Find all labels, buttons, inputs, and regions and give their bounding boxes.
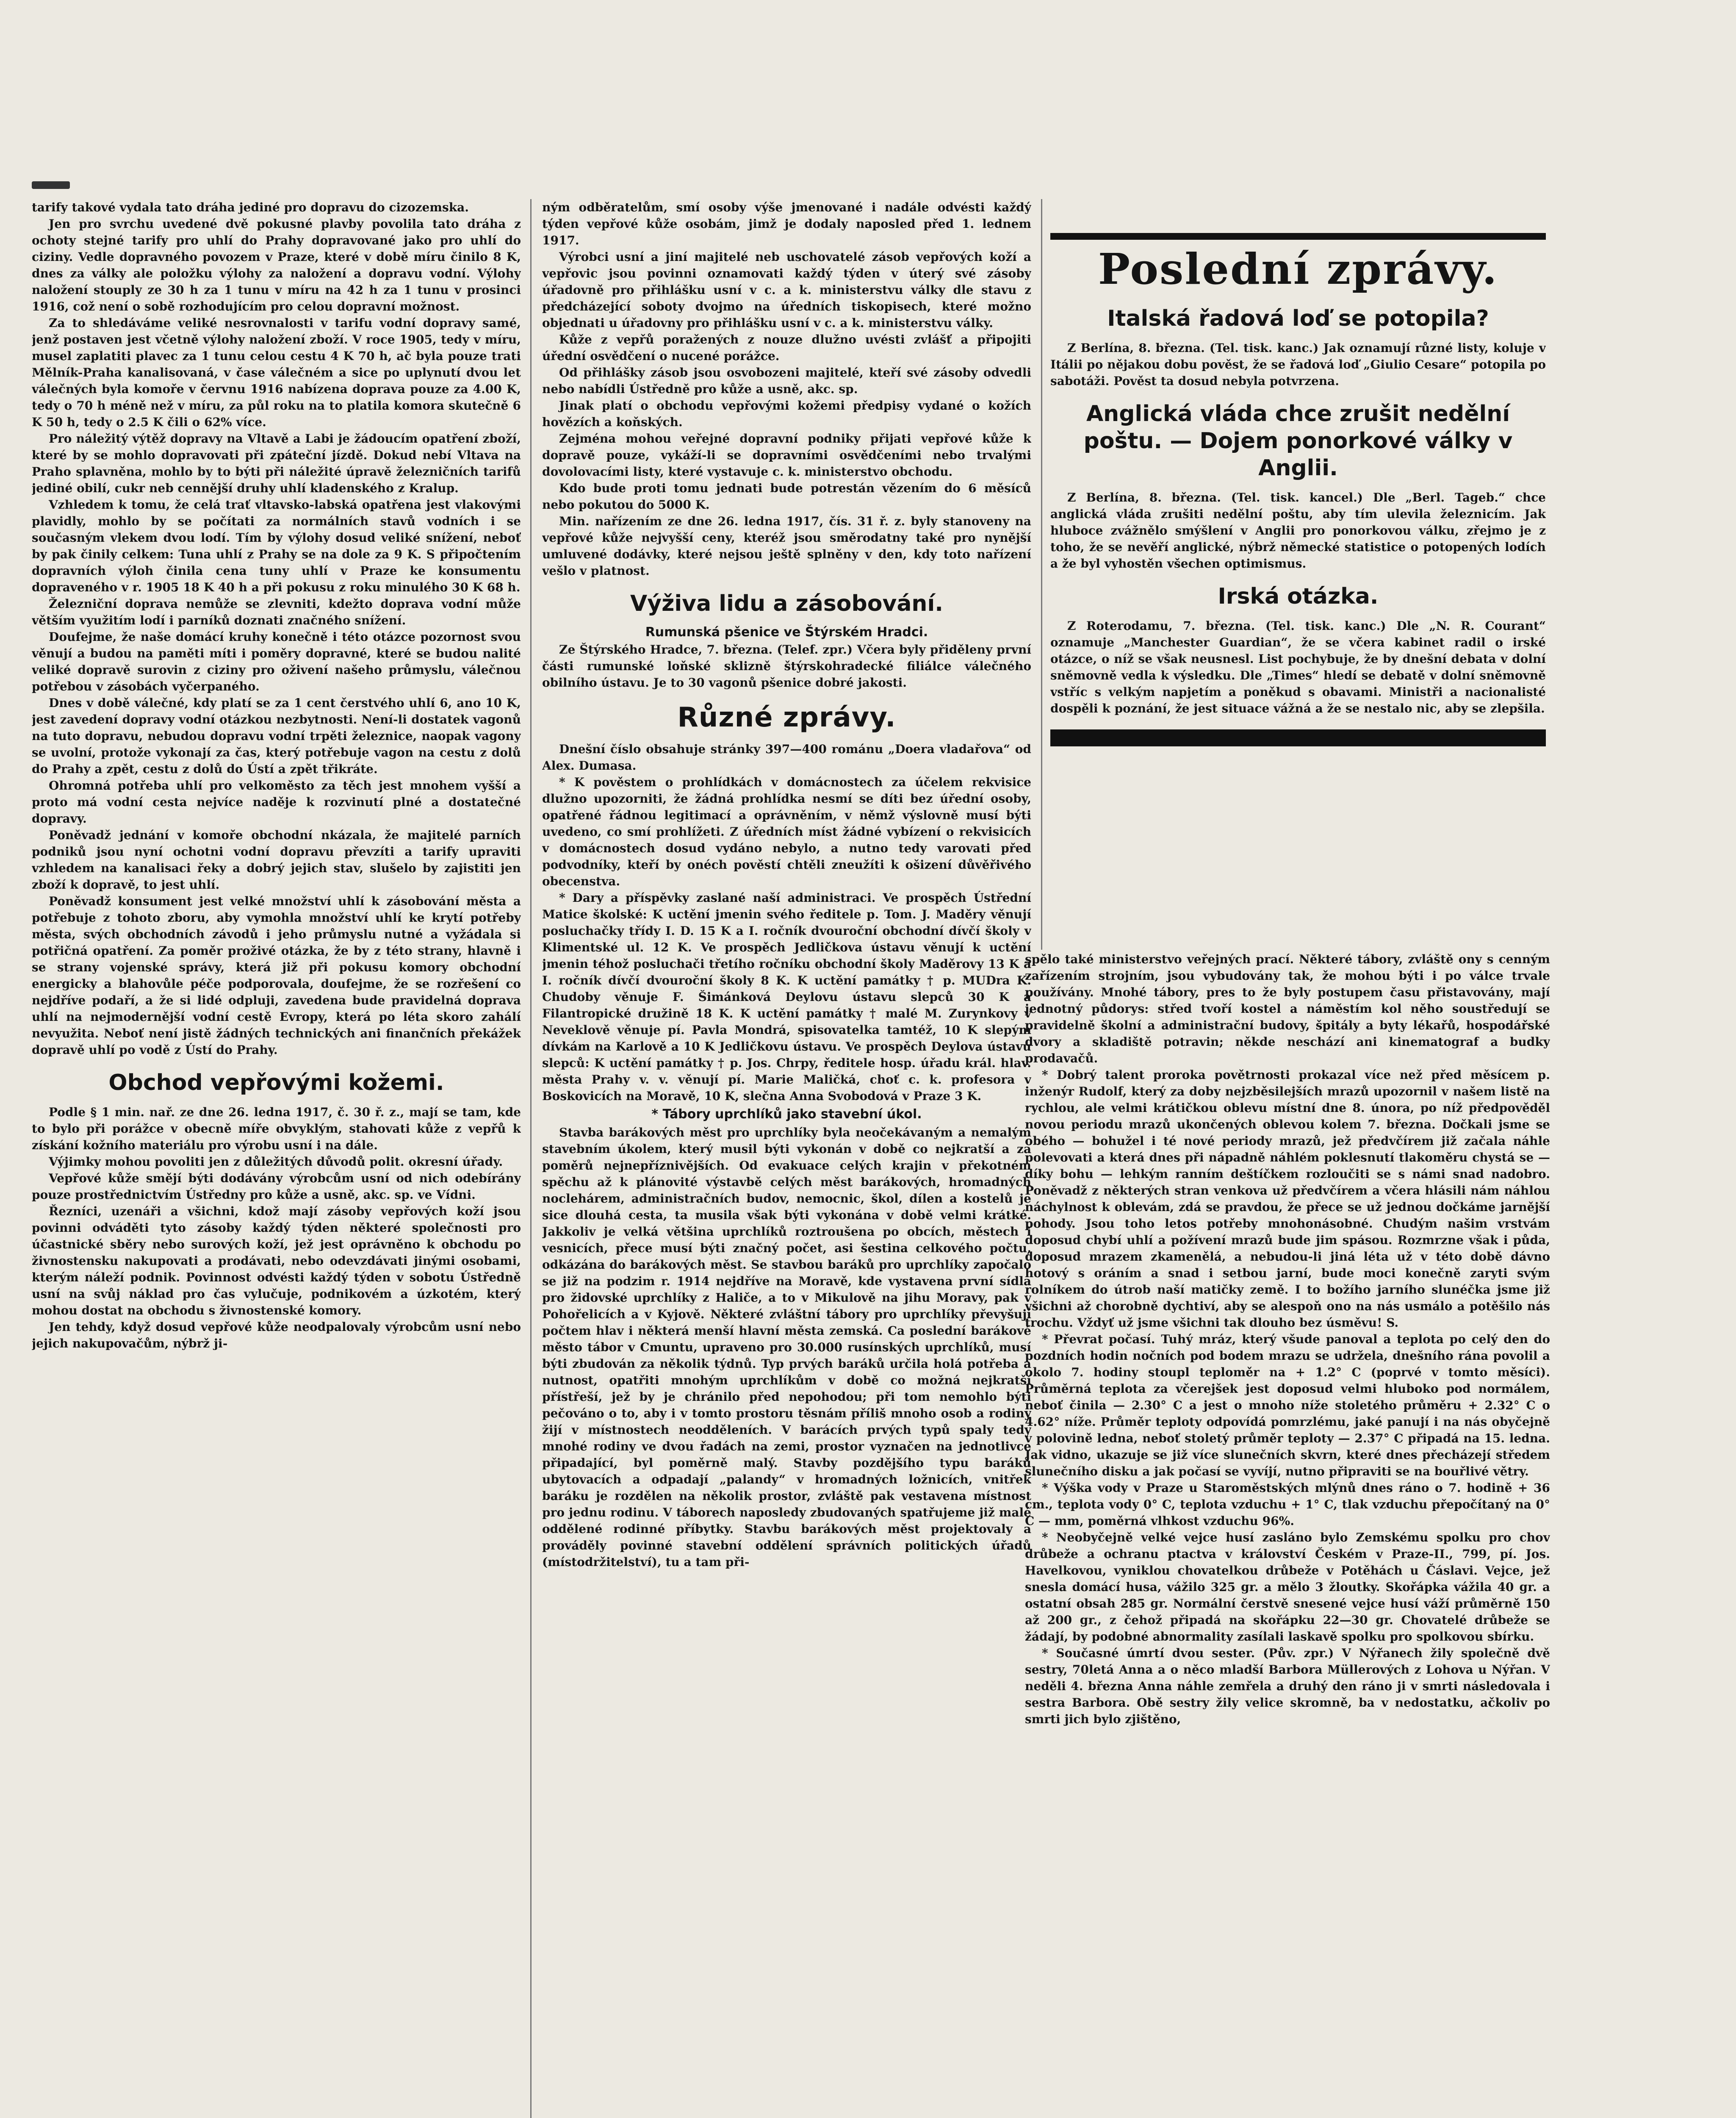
- paragraph: Stavba barákových měst pro uprchlíky byla neočekávaným a nemalým stavebním úkolem, který musil býti vykonán v době co nejkratší a za poměrů nejnepříznivějších. Od evakuace celých krajin v překotném spěchu až k plánovité výstavbě celých měst barákových, hromadných noclehárem, administračních budov, nemocnic, škol, dílen a kostelů je sice dlouhá cesta, ta musila však býti vykonána v době velmi krátké. Jakkoliv je velká většina uprchlíků roztroušena po obcích, městech i vesnicích, přece musí býti značný počet, asi šestina celkového počtu, odkázána do barákových měst. Se stavbou baráků pro uprchlíky započalo se již na podzim r. 1914 nejdříve na Moravě, kde vystavena první sídla pro židovské uprchlíky z Haliče, a to v Mikulově na jihu Moravy, pak v Pohořelicích a v Kyjově. Některé zvláštní tábory pro uprchlíky převyšují počtem hlav i některá menší hlavní města zemská. Ca poslední barákové město tábor v Cmuntu, upraveno pro 30.000 rusínských uprchlíků, musí býti zbudován za několik týdnů. Typ prvých baráků určila holá potřeba a nutnost, opatřiti mnohým uprchlíkům v době co možná nejkratší přístřeší, jež by je chránilo před nepohodou; při tom nemohlo býti pečováno o to, aby i v tomto prostoru těsnám příliš mnoho osob a rodiny žijí v místnostech neodděleních. V barácích prvých typů spaly tedy mnohé rodiny ve dvou řadách na zemi, prostor vyznačen na jednotlivce připadající, byl poměrně malý. Stavby pozdějšího typu baráků ubytovacích a odpadají „palandy“ v hromadných ložnicích, vnitřek baráku je rozdělen na několik prostor, zvláště pak vestavena místnost pro jednu rodinu. V táborech naposledy zbudovaných spatřujeme již malé oddělené rodinné příbytky. Stavbu barákových měst projektovaly a prováděly povinné stavební oddělení správních politických úřadů (místodržitelství), tu a tam při-: [542, 1126, 1031, 1569]
- paragraph: Za to shledáváme veliké nesrovnalosti v tarifu vodní dopravy samé, jenž postaven jest včetně výlohy naložení zboží. V roce 1905, tedy v míru, musel zaplatiti plavec za 1 tunu celou cestu 4 K 70 h, ač byla pouze trati Mělník-Praha kanalisovaná, v čase válečném a sice po uplynutí dvou let válečných byla komoře v červnu 1916 nabízena doprava pouze za 4.00 K, tedy o 70 h méně než v míru, za půl roku na to platila komora skutečně 6 K 50 h, tedy o 2.5 K čili o 62% více.: [32, 316, 521, 429]
- paragraph: Výrobci usní a jiní majitelé neb uschovatelé zásob vepřových koží a vepřovic jsou povinni oznamovati každý týden v úterý své zásoby úřadovně pro přihlášku usní v c. a k. ministerstvu války dle stavu z předcházející soboty dvojmo na úředních tiskopisech, které možno objednati u úřadovny pro přihlášku usní v c. a k. ministerstvu války.: [542, 250, 1031, 330]
- paragraph: Od přihlášky zásob jsou osvobozeni majitelé, kteří své zásoby odvedli nebo nabídli Ústředně pro kůže a usně, akc. sp.: [542, 366, 1031, 396]
- paragraph: * Výška vody v Praze u Staroměstských mlýnů dnes ráno o 7. hodině + 36 cm., teplota vody 0° C, teplota vzduchu + 1° C, tlak vzduchu přepočítaný na 0° C — mm, poměrná vlhkost vzduchu 96%.: [1025, 1481, 1550, 1528]
- paragraph: Poněvadž jednání v komoře obchodní nkázala, že majitelé parních podniků jsou nyní ochotni vodní dopravu převzíti a tarify upraviti vzhledem na kanalisaci řeky a dobrý jejich stav, slušelo by zajistiti jen zboží k dopravě, to jest uhlí.: [32, 828, 521, 892]
- section-heading: Italská řadová loď se potopila?: [1107, 306, 1489, 331]
- subheading: * Tábory uprchlíků jako stavební úkol.: [651, 1107, 922, 1122]
- paragraph: Min. nařízením ze dne 26. ledna 1917, čís. 31 ř. z. byly stanoveny na vepřové kůže nejvyšší ceny, kteréž jsou směrodatny také pro nynější umluvené dodávky, které nejsou ještě splněny v den, kdy toto nařízení vešlo v platnost.: [542, 514, 1031, 578]
- column-rule: [530, 199, 532, 2118]
- paragraph: tarify takové vydala tato dráha jediné pro dopravu do cizozemska.: [32, 200, 469, 214]
- paragraph: Jen pro svrchu uvedené dvě pokusné plavby povolila tato dráha z ochoty stejné tarify pro uhlí do Prahy dopravované jako pro uhlí do ciziny. Vedle dopravného povozem v Praze, které v době míru činilo 8 K, dnes za války ale položku výlohy za naložení a dopravu vodní. Výlohy naložení stouply ze 30 h za 1 tunu v míru na 42 h za 1 tunu v prosinci 1916, což není o sobě rozhodujícím pro celou dopravní možnost.: [32, 217, 521, 313]
- paragraph: * K pověstem o prohlídkách v domácnostech za účelem rekvisice dlužno upozorniti, že žádná prohlídka nesmí se díti bez úřední osoby, opatřené řádnou legitimací a oprávněním, v němž výslovně musí býti uvedeno, co smí prohlížeti. Z úředních míst žádné vybízení o rekvisicích v domácnostech dosud vydáno nebylo, a nutno tedy varovati před podvodníky, kteří by onéch pověstí chtěli zneužíti k ošizení důvěřivého obecenstva.: [542, 775, 1031, 888]
- section-heading: Výživa lidu a zásobování.: [630, 591, 944, 616]
- paragraph: Řezníci, uzenáři a všichni, kdož mají zásoby vepřových koží jsou povinni odváděti tyto zásoby každý týden některé společnosti pro účastnické sběry nebo surových koží, jež jest oprávněno k obchodu po živnostensku nakupovati a prodávati, nebo odevzdávati jinými osobami, kterým náleží podnik. Povinnost odvésti každý týden v sobotu Ústředně usní na svůj náklad pro čas vylučuje, podnikovém a úzkotém, který mohou dostat na obchodu s živnostenské komory.: [32, 1204, 521, 1317]
- paragraph: spělo také ministerstvo veřejných prací. Některé tábory, zvláště ony s cenným zařízením strojním, jsou vybudovány tak, že mohou býti i po válce trvale používány. Mnohé tábory, pres to že byly postupem času přistavovány, mají jednotný půdorys: střed tvoří kostel a náměstím kol něho soustředují se pravidelně školní a administrační budovy, špitály a byty lékařů, hospodářské dvory a skladiště potravin; někde neschází ani kinematograf a budky prodavačů.: [1025, 952, 1550, 1065]
- paragraph: Z Berlína, 8. března. (Tel. tisk. kancel.) Dle „Berl. Tageb.“ chce anglická vláda zrušiti nedělní poštu, aby tím ulevila železnicím. Jak hluboce zvážnělo smýšlení v Anglii pro ponorkovou válku, zřejmo je z toho, že se nevěří anglické, nýbrž německé statistice o potopených lodích a že byl vyhostěn všechen optimismus.: [1050, 491, 1546, 571]
- paragraph: Kůže z vepřů poražených z nouze dlužno uvésti zvlášť a připojiti úřední osvědčení o nucené porážce.: [542, 333, 1031, 363]
- paragraph: Jen tehdy, když dosud vepřové kůže neodpalovaly výrobcům usní nebo jejich nakupovačům, nýbrž ji-: [32, 1320, 521, 1350]
- divider-bar: [1050, 729, 1546, 746]
- paragraph: Poněvadž konsument jest velké množství uhlí k zásobování města a potřebuje z tohoto zboru, aby vymohla množství uhlí ke krytí potřeby města, svých obchodních závodů i jeho průmyslu nutné a vyžádala si potřičná opatření. Za poměr proživé otázka, že by z této strany, hlavně i se strany vojenské správy, která již při pokusu komory obchodní energicky a blahovůle péče podporovala, doufejme, že se rozřešení co nejdříve podaří, a že si lidé odpluji, zavedena bude pravidelná doprava uhlí na nejmodernější vodní cestě Evropy, která po léta skoro zahálí nevyužita. Neboť není jistě žádných technických ani finančních překážek dopravě uhlí po vodě z Ústí do Prahy.: [32, 894, 521, 1057]
- column-3-bottom: [1025, 951, 1550, 2118]
- subheading: Rumunská pšenice ve Štýrském Hradci.: [645, 625, 928, 640]
- paragraph: * Současné úmrtí dvou sester. (Pův. zpr.) V Nýřanech žily společně dvě sestry, 70letá Anna a o něco mladší Barbora Müllerových z Lohova u Nýřan. V neděli 4. března Anna náhle zemřela a druhý den ráno ji v smrti následovala i sestra Barbora. Obě sestry žily velice skromně, ba v nedostatku, ačkoliv po smrti jich bylo zjištěno,: [1025, 1646, 1550, 1726]
- section-heading: Irská otázka.: [1218, 584, 1379, 609]
- banner-heading: Poslední zprávy.: [1050, 233, 1546, 294]
- column-rule: [1041, 199, 1042, 950]
- paragraph: Vzhledem k tomu, že celá trať vltavsko-labská opatřena jest vlakovými plavidly, mohlo by se počítati za normálních stavů vodních i se současným vlekem dvou lodí. Tím by výlohy dosud veliké snížení, neboť by pak činily celkem: Tuna uhlí z Prahy se na dole za 9 K. S připočtením dopravních výloh činila cena tuny uhlí v Praze ke konsumentu dopraveného v r. 1905 18 K 40 h a při pokusu z roku minulého 30 K 68 h.: [32, 498, 521, 594]
- section-heading: Anglická vláda chce zrušit nedělní poštu. — Dojem ponorkové války v Anglii.: [1083, 401, 1513, 481]
- paragraph: * Dobrý talent proroka povětrnosti prokazal více než před měsícem p. inženýr Rudolf, který za doby nejzběsilejších mrazů upozornil v našem listě na rychlou, ale velmi krátičkou oblevu místní dne 8. února, po níž předpověděl novou periodu mrazů ukončených oblevou kolem 7. března. Dočkali jsme se obého — bohužel i té nové periody mrazů, jež předvčírem již začala náhle polevovati a která dnes při nápadně náhlém poklesnutí tlakoměru chystá se — díky bohu — lehkým ranním deštíčkem rozloučiti se s námi snad nadobro. Poněvadž z některých stran venkova už předvčírem a včera hlásili nám náhlou náchylnost k oblevám, zdá se pravdou, že přece se už jednou dočkáme jarnější pohody. Jsou toho letos potřeby mnohonásobné. Chudým našim vrstvám doposud chybí uhlí a požívení mrazů bude jim spásou. Rozmrzne však i půda, doposud mrazem zkamenělá, a nebudou-li jiná léta už v této době dávno hotový s oráním a snad i setbou jarní, bude moci konečně zaryti svým rolníkem do útrob naší matičky země. I to božího jarního slunéčka jsme již všichni až chorobně dychtiví, aby se alespoň ono na nás usmálo a potěšilo nás trochu. Vždyť už jsme všichni tak dlouho bez úsměvu! S.: [1025, 1068, 1550, 1330]
- paragraph: Dnes v době válečné, kdy platí se za 1 cent čerstvého uhlí 6, ano 10 K, jest zavedení dopravy vodní otázkou nezbytnosti. Není-li dostatek vagonů na tuto dopravu, nebudou dopravu vodní trpěti železnice, naopak vagony se uvolní, protože vykonají za čas, který potřebuje vagon na cestu z dolů do Prahy a zpět, cestu z dolů do Ústí a zpět třikráte.: [32, 696, 521, 776]
- paragraph: Zejména mohou veřejné dopravní podniky přijati vepřové kůže k dopravě pouze, vykáží-li se dopravními osvědčeními nebo trvalými dovolovacími listy, které vystavuje c. k. ministerstvo obchodu.: [542, 432, 1031, 479]
- paragraph: Kdo bude proti tomu jednati bude potrestán vězením do 6 měsíců nebo pokutou do 5000 K.: [542, 481, 1031, 512]
- paragraph: Doufejme, že naše domácí kruhy konečně i této otázce pozornost svou věnují a budou na paměti míti i poměry dopravné, které se budou nalité veliké dopravě surovin z ciziny pro oživení našeho průmyslu, válečnou potřebou v zásobách vyčerpaného.: [32, 630, 521, 693]
- paragraph: Železniční doprava nemůže se zlevniti, kdežto doprava vodní může větším využitím lodí i parníků doznati značného snížení.: [32, 597, 521, 627]
- paragraph: Jinak platí o obchodu vepřovými kožemi předpisy vydané o kožích hovězích a koňských.: [542, 399, 1031, 429]
- paragraph: * Převrat počasí. Tuhý mráz, který všude panoval a teplota po celý den do pozdních hodin nočních pod bodem mrazu se udržela, dnešního rána povolil a okolo 7. hodiny stoupl teploměr na + 1.2° C (poprvé v tomto měsíci). Průměrná teplota za včerejšek jest doposud velmi hluboko pod normálem, neboť činila — 2.30° C a jest o mnoho níže stoletého průměru + 2.32° C o 4.62° níže. Průměr teploty odpovídá pomrzlému, jaké panují i na nás obyčejně v polovině ledna, neboť stoletý průměr teploty — 2.37° C připadá na 15. ledna. Jak vidno, ukazuje se již více slunečních skvrn, které dnes přecházejí středem slunečního disku a jak počasí se vyvíjí, nutno připraviti se na bouřlivé větry.: [1025, 1332, 1550, 1478]
- paragraph: Vepřové kůže smějí býti dodávány výrobcům usní od nich odebírány pouze prostřednictvím Ústředny pro kůže a usně, akc. sp. ve Vídni.: [32, 1171, 521, 1202]
- paragraph: Pro náležitý výtěž dopravy na Vltavě a Labi je žádoucím opatření zboží, které by se mohlo dopravovati při zpáteční jízdě. Dokud nebí Vltava na Praho splavněna, mohlo by to býti při náležité úpravě železničních tarifů jediné obilí, cukr neb cennější druhy uhlí kladenského z Kralup.: [32, 432, 521, 495]
- ink-smear: [32, 181, 70, 189]
- paragraph: * Dary a příspěvky zaslané naší administraci. Ve prospěch Ústřední Matice školské: K uctění jmenin svého ředitele p. Tom. J. Maděry věnují posluchačky třídy I. D. 15 K a I. ročník dvouroční obchodní dívčí školy v Klimentské ul. 12 K. Ve prospěch Jedličkova ústavu věnují k uctění jmenin téhož posluchači třetího ročníku obchodní školy Maděrovy 13 K a I. ročník dívčí dvouroční školy 8 K. K uctění památky † p. MUDra K. Chudoby věnuje F. Šimánková Deylovu ústavu slepců 30 K a Filantropické družině 18 K. K uctění památky † malé M. Zurynkovy v Neveklově věnuje pí. Pavla Mondrá, spisovatelka tamtéž, 10 K slepým dívkám na Karlově a 10 K Jedličkovu ústavu. Ve prospěch Deylova ústavu slepců: K uctění památky † p. Jos. Chrpy, ředitele hosp. úřadu král. hlav. města Prahy v. v. věnují pí. Marie Maličká, choť c. k. profesora v Boskovicích na Moravě, 10 K, slečna Anna Svobodová v Praze 3 K.: [542, 891, 1031, 1103]
- column-1: [32, 199, 521, 2118]
- paragraph: Výjimky mohou povoliti jen z důležitých důvodů polit. okresní úřady.: [49, 1155, 503, 1169]
- paragraph: Ze Štýrského Hradce, 7. března. (Telef. zpr.) Včera byly přiděleny první části rumunské loňské sklizně štýrskohradecké filiálce válečného obilního ústavu. Je to 30 vagonů pšenice dobré jakosti.: [542, 643, 1031, 690]
- column-3-top: [1050, 199, 1546, 945]
- paragraph: Ohromná potřeba uhlí pro velkoměsto za těch jest mnohem vyšší a proto má vodní cesta nejvíce naděje k rozvinutí plné a dostatečné dopravy.: [32, 779, 521, 826]
- section-heading: Různé zprávy.: [677, 702, 896, 733]
- paragraph: ným odběratelům, smí osoby výše jmenované i nadále odvésti každý týden vepřové kůže osobám, jimž je dodaly naposled před 1. lednem 1917.: [542, 200, 1031, 247]
- paragraph: Z Roterodamu, 7. března. (Tel. tisk. kanc.) Dle „N. R. Courant“ oznamuje „Manchester Guardian“, že se včera kabinet radil o irské otázce, o níž se však neusnesl. List pochybuje, že by dnešní debata v dolní sněmovně vedla k výsledku. Dle „Times“ hledí se debatě v dolní sněmovně vstříc s velkým napjetím a poněkud s obavami. Ministři a nacionalisté dospěli k poznání, že jest situace vážná a že se nestalo nic, aby se zlepšila.: [1050, 619, 1546, 715]
- paragraph: Podle § 1 min. nař. ze dne 26. ledna 1917, č. 30 ř. z., mají se tam, kde to bylo při porážce v obecně míře obvyklým, stahovati kůže z vepřů k získání kožního materiálu pro výrobu usní i na dále.: [32, 1105, 521, 1152]
- paragraph: Dnešní číslo obsahuje stránky 397—400 románu „Doera vladařova“ od Alex. Dumasa.: [542, 742, 1031, 773]
- paragraph: Z Berlína, 8. března. (Tel. tisk. kanc.) Jak oznamují různé listy, koluje v Itálii po nějakou dobu pověst, že se řadová loď „Giulio Cesare“ potopila po sabotáži. Pověst ta dosud nebyla potvrzena.: [1050, 341, 1546, 388]
- section-heading: Obchod vepřovými kožemi.: [108, 1070, 444, 1095]
- paragraph: * Neobyčejně velké vejce husí zasláno bylo Zemskému spolku pro chov drůbeže a ochranu ptactva v království Českém v Praze-II., 799, pí. Jos. Havelkovou, vyniklou chovatelkou drůbeže v Potěhách u Čáslavi. Vejce, jež snesla domácí husa, vážilo 325 gr. a mělo 3 žloutky. Skořápka vážila 40 gr. a ostatní obsah 285 gr. Normální čerstvě snesené vejce husí váží průměrně 150 až 200 gr., z čehož připadá na skořápku 22—30 gr. Chovatelé drůbeže se žádají, by podobné abnormality zasílali laskavě spolku pro spolkovou sbírku.: [1025, 1530, 1550, 1644]
- column-2: [542, 199, 1031, 2118]
